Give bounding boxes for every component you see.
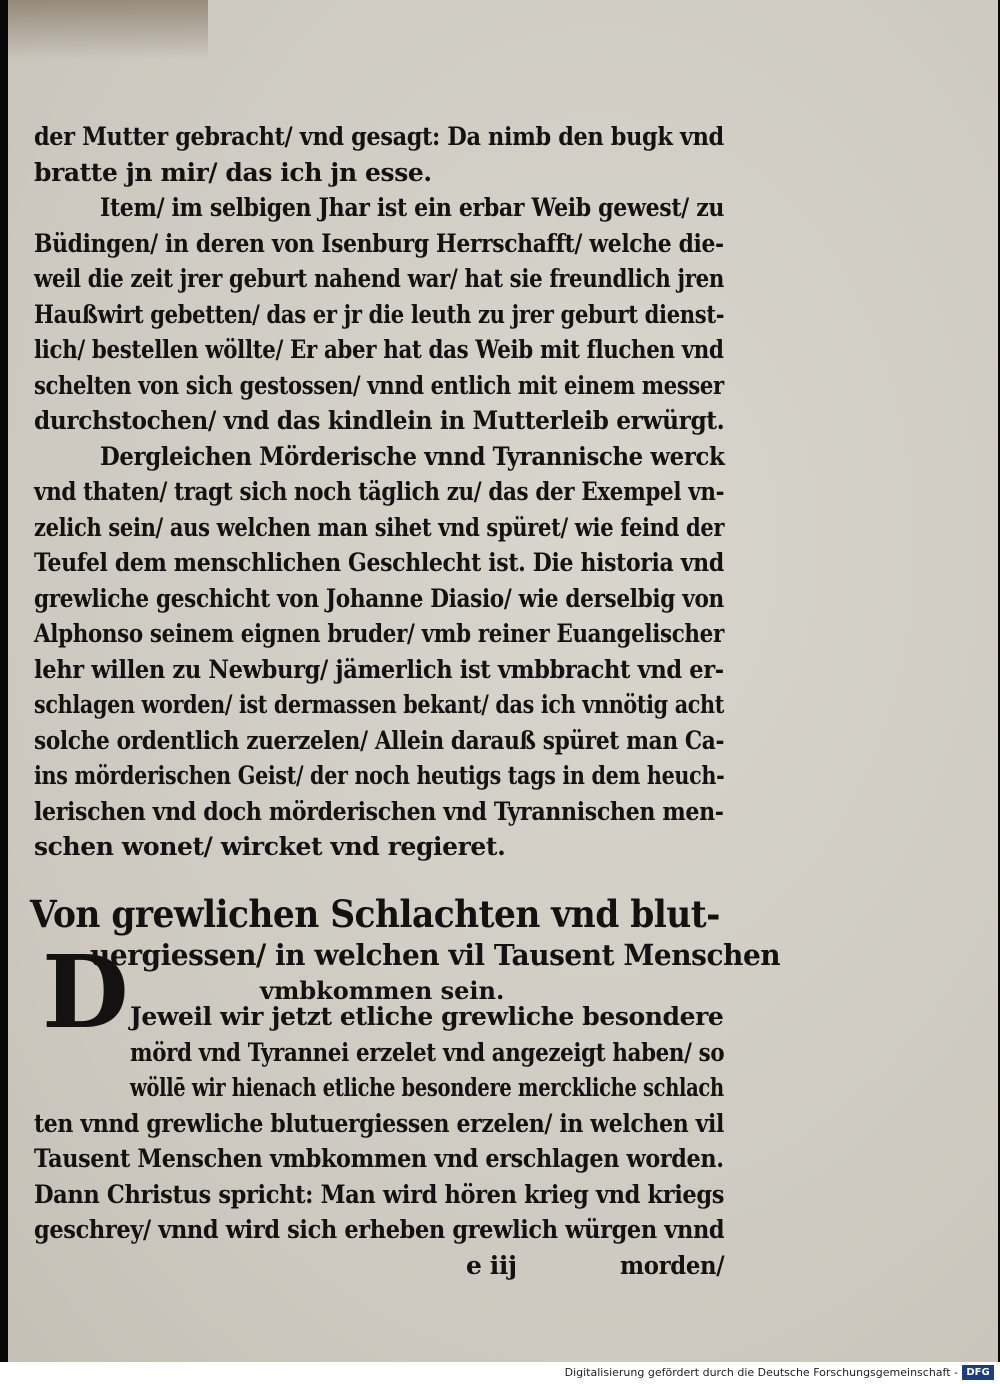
text-line: lehr willen zu Newburg/ jämerlich ist vmbbracht vnd er- xyxy=(34,655,724,684)
text-line: Dergleichen Mörderische vnnd Tyrannische werck xyxy=(100,442,725,471)
text-line: zelich sein/ aus welchen man sihet vnd spüret/ wie feind der xyxy=(34,513,725,542)
text-line: lich/ bestellen wöllte/ Er aber hat das Weib mit fluchen vnd xyxy=(34,335,724,364)
dfg-logo: DFG xyxy=(962,1365,994,1380)
text-line: lerischen vnd doch mörderischen vnd Tyrannischen men- xyxy=(34,797,724,826)
text-line: Dann Christus spricht: Man wird hören krieg vnd kriegs xyxy=(34,1180,725,1209)
footer-bar xyxy=(0,1362,1000,1384)
funding-credit: Digitalisierung gefördert durch die Deutsche Forschungsgemeinschaft - xyxy=(564,1366,958,1379)
text-line: geschrey/ vnnd wird sich erheben grewlich würgen vnnd xyxy=(34,1215,725,1244)
text-line: weil die zeit jrer geburt nahend war/ hat sie freundlich jren xyxy=(34,264,725,293)
section-heading-line-2: uergiessen/ in welchen vil Tausent Menschen xyxy=(90,938,781,972)
text-line: Haußwirt gebetten/ das er jr die leuth zu jrer geburt dienst- xyxy=(34,300,725,329)
text-line: mörd vnd Tyrannei erzelet vnd angezeigt haben/ so xyxy=(130,1038,725,1067)
text-line: Item/ im selbigen Jhar ist ein erbar Weib gewest/ zu xyxy=(100,193,725,222)
book-page xyxy=(8,0,998,1362)
text-line: schlagen worden/ ist dermassen bekant/ das ich vnnötig acht xyxy=(34,690,725,719)
text-line: Tausent Menschen vmbkommen vnd erschlagen worden. xyxy=(34,1144,724,1173)
text-line: Jeweil wir jetzt etliche grewliche besondere xyxy=(130,1002,724,1031)
text-line: bratte jn mir/ das ich jn esse. xyxy=(34,158,432,187)
text-line: durchstochen/ vnd das kindlein in Mutterleib erwürgt. xyxy=(34,406,725,435)
text-line: Alphonso seinem eignen bruder/ vmb reiner Euangelischer xyxy=(34,619,724,648)
page-edge-shadow xyxy=(8,0,208,60)
text-line: grewliche geschicht von Johanne Diasio/ wie derselbig von xyxy=(34,584,724,613)
drop-cap-initial: D xyxy=(42,933,129,1051)
text-line: schen wonet/ wircket vnd regieret. xyxy=(34,832,506,861)
text-line: Büdingen/ in deren von Isenburg Herrschafft/ welche die- xyxy=(34,229,724,258)
text-line: Teufel dem menschlichen Geschlecht ist. Die historia vnd xyxy=(34,548,724,577)
signature-mark: e iij xyxy=(466,1251,517,1280)
text-line: der Mutter gebracht/ vnd gesagt: Da nimb den bugk vnd xyxy=(34,122,724,151)
catchword: morden/ xyxy=(620,1251,725,1280)
section-heading-line-3: vmbkommen sein. xyxy=(260,976,505,1005)
text-line: solche ordentlich zuerzelen/ Allein darauß spüret man Ca- xyxy=(34,726,725,755)
text-line: ins mörderischen Geist/ der noch heutigs tags in dem heuch- xyxy=(34,761,725,790)
text-line: wöllē wir hienach etliche besondere merckliche schlach xyxy=(130,1073,724,1102)
text-line: vnd thaten/ tragt sich noch täglich zu/ das der Exempel vn- xyxy=(34,477,725,506)
text-line: ten vnnd grewliche blutuergiessen erzelen/ in welchen vil xyxy=(34,1109,725,1138)
text-line: schelten von sich gestossen/ vnnd entlich mit einem messer xyxy=(34,371,724,400)
section-heading-line-1: Von grewlichen Schlachten vnd blut- xyxy=(30,892,720,936)
